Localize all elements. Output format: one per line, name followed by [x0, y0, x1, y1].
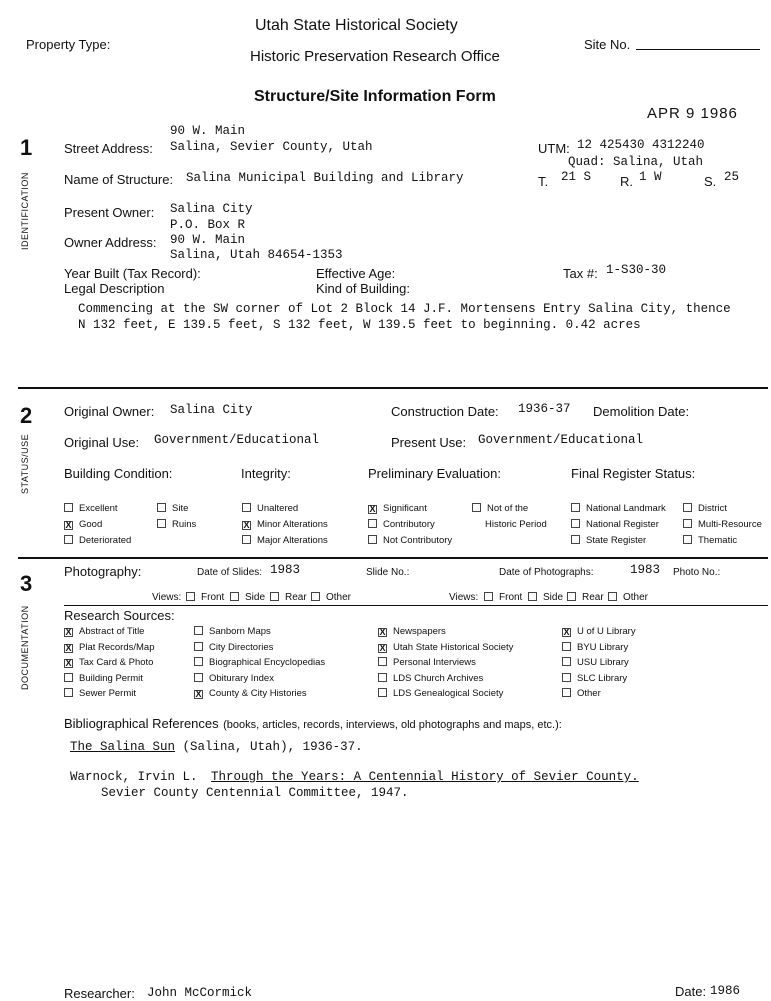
present-use-value: Government/Educational — [478, 433, 644, 447]
checkbox-state-register[interactable] — [571, 535, 580, 544]
checkbox-lds-church[interactable] — [378, 673, 387, 682]
option-minor-alterations[interactable]: X Minor Alterations — [243, 519, 328, 530]
reference-2 — [70, 770, 639, 784]
checkbox-slide-rear[interactable] — [270, 592, 279, 601]
checkbox-excellent[interactable] — [64, 503, 73, 512]
checkbox-significant-checked[interactable]: X — [369, 504, 376, 514]
source-newspapers[interactable]: X Newspapers — [379, 626, 446, 637]
slide-no-label: Slide No.: — [366, 567, 410, 578]
photo-views-label: Views: — [449, 592, 479, 603]
source-sanborn-maps[interactable]: Sanborn Maps — [194, 626, 271, 637]
property-type-label: Property Type: — [26, 37, 111, 52]
reference-1 — [70, 740, 363, 754]
tax-number-value: 1-S30-30 — [606, 263, 667, 277]
source-lds-genealogical[interactable]: LDS Genealogical Society — [378, 688, 503, 699]
checkbox-good-checked[interactable]: X — [65, 520, 72, 530]
checkbox-photo-other[interactable] — [608, 592, 617, 601]
township-label: T. — [538, 174, 549, 189]
option-not-of-the[interactable]: Not of the — [472, 503, 528, 514]
slide-view-side[interactable]: Side — [230, 592, 265, 603]
checkbox-contributory[interactable] — [368, 519, 377, 528]
source-slc-library[interactable]: SLC Library — [562, 673, 627, 684]
slide-view-front[interactable]: Front — [186, 592, 224, 603]
source-biographical[interactable]: Biographical Encyclopedias — [194, 657, 325, 668]
original-use-label: Original Use: — [64, 435, 140, 450]
checkbox-usu[interactable] — [562, 657, 571, 666]
checkbox-tax-card-checked[interactable]: X — [65, 658, 72, 668]
option-thematic[interactable]: Thematic — [683, 535, 737, 546]
option-district[interactable]: District — [683, 503, 727, 514]
source-building-permit[interactable]: Building Permit — [64, 673, 143, 684]
checkbox-plat-checked[interactable]: X — [65, 643, 72, 653]
owner-address-line-2: Salina, Utah 84654-1353 — [170, 248, 343, 262]
slide-view-rear[interactable]: Rear — [270, 592, 307, 603]
reference-1-details: (Salina, Utah), 1936-37. — [182, 740, 363, 754]
checkbox-ruins[interactable] — [157, 519, 166, 528]
original-use-value: Government/Educational — [154, 433, 320, 447]
checkbox-not-of-historic-period[interactable] — [472, 503, 481, 512]
present-owner-label: Present Owner: — [64, 205, 155, 220]
office-name: Historic Preservation Research Office — [250, 48, 500, 65]
checkbox-slide-other[interactable] — [311, 592, 320, 601]
checkbox-abstract-checked[interactable]: X — [65, 627, 72, 637]
source-obituary-index[interactable]: Obiturary Index — [194, 673, 274, 684]
owner-address-line-1: 90 W. Main — [170, 233, 246, 247]
section-2-label: STATUS/USE — [20, 433, 30, 494]
source-sewer-permit[interactable]: Sewer Permit — [64, 688, 136, 699]
reference-1-title: The Salina Sun — [70, 740, 176, 754]
street-line-2: Salina, Sevier County, Utah — [170, 140, 373, 154]
building-condition-label: Building Condition: — [64, 466, 173, 481]
checkbox-byu[interactable] — [562, 642, 571, 651]
checkbox-interviews[interactable] — [378, 657, 387, 666]
checkbox-slide-front[interactable] — [186, 592, 195, 601]
structure-name-label: Name of Structure: — [64, 172, 174, 187]
utm-value: 12 425430 4312240 — [577, 138, 705, 152]
option-national-register[interactable]: National Register — [571, 519, 659, 530]
footer-date-value: 1986 — [710, 984, 741, 998]
present-owner-line-2: P.O. Box R — [170, 218, 246, 232]
section-3-label: DOCUMENTATION — [20, 605, 30, 690]
photography-label: Photography: — [64, 564, 142, 579]
option-good[interactable]: X Good — [65, 519, 103, 530]
research-sources-label: Research Sources: — [64, 608, 175, 623]
option-major-alterations[interactable]: Major Alterations — [242, 535, 328, 546]
range-value: 1 W — [639, 170, 662, 184]
photo-view-front[interactable]: Front — [484, 592, 522, 603]
photo-view-side[interactable]: Side — [528, 592, 563, 603]
checkbox-thematic[interactable] — [683, 535, 692, 544]
option-contributory[interactable]: Contributory — [368, 519, 435, 530]
checkbox-site[interactable] — [157, 503, 166, 512]
option-ruins[interactable]: Ruins — [157, 519, 196, 530]
site-no-label: Site No. — [584, 37, 631, 52]
section-2-divider — [18, 557, 768, 559]
source-tax-card[interactable]: X Tax Card & Photo — [65, 657, 154, 668]
option-national-landmark[interactable]: National Landmark — [571, 503, 666, 514]
reference-2-publisher: Sevier County Centennial Committee, 1947. — [101, 786, 409, 800]
legal-description-line-1: Commencing at the SW corner of Lot 2 Block 14 J.F. Mortensens Entry Salina City, thence — [78, 302, 731, 316]
source-personal-interviews[interactable]: Personal Interviews — [378, 657, 476, 668]
checkbox-biographical[interactable] — [194, 657, 203, 666]
researcher-label: Researcher: — [64, 986, 135, 1001]
footer-date-label: Date: — [675, 984, 707, 999]
checkbox-minor-alterations-checked[interactable]: X — [243, 520, 250, 530]
photo-no-label: Photo No.: — [673, 567, 721, 578]
reference-2-author: Warnock, Irvin L. — [70, 770, 198, 784]
final-register-status-label: Final Register Status: — [571, 466, 696, 481]
photo-view-other[interactable]: Other — [608, 592, 648, 603]
tax-number-label: Tax #: — [563, 266, 598, 281]
township-value: 21 S — [561, 170, 592, 184]
checkbox-national-landmark[interactable] — [571, 503, 580, 512]
kind-of-building-label: Kind of Building: — [316, 281, 410, 296]
source-usu-library[interactable]: USU Library — [562, 657, 629, 668]
checkbox-not-contributory[interactable] — [368, 535, 377, 544]
street-line-1: 90 W. Main — [170, 124, 246, 138]
option-unaltered[interactable]: Unaltered — [242, 503, 298, 514]
option-site[interactable]: Site — [157, 503, 188, 514]
option-state-register[interactable]: State Register — [571, 535, 646, 546]
reference-2-title: Through the Years: A Centennial History of Sevier County. — [211, 770, 639, 784]
checkbox-multi-resource[interactable] — [683, 519, 692, 528]
checkbox-obituary[interactable] — [194, 673, 203, 682]
site-no-line — [636, 49, 760, 50]
present-use-label: Present Use: — [391, 435, 467, 450]
checkbox-newspapers-checked[interactable]: X — [379, 627, 386, 637]
option-significant[interactable]: X Significant — [369, 503, 427, 514]
option-not-contributory[interactable]: Not Contributory — [368, 535, 452, 546]
street-address-label: Street Address: — [64, 141, 153, 156]
received-stamp: APR 9 1986 — [647, 105, 738, 122]
construction-date-value: 1936-37 — [518, 402, 571, 416]
preliminary-evaluation-label: Preliminary Evaluation: — [368, 466, 501, 481]
integrity-label: Integrity: — [241, 466, 291, 481]
source-plat-records[interactable]: X Plat Records/Map — [65, 642, 155, 653]
date-of-photographs-label: Date of Photographs: — [499, 567, 594, 578]
option-excellent[interactable]: Excellent — [64, 503, 118, 514]
bibliographical-references-heading — [64, 715, 562, 733]
checkbox-national-register[interactable] — [571, 519, 580, 528]
option-deteriorated[interactable]: Deteriorated — [64, 535, 131, 546]
original-owner-value: Salina City — [170, 403, 253, 417]
section-1-divider — [18, 387, 768, 389]
date-of-photographs-value: 1983 — [630, 563, 661, 577]
slide-view-other[interactable]: Other — [311, 592, 351, 603]
date-of-slides-label: Date of Slides: — [197, 567, 263, 578]
option-multi-resource[interactable]: Multi-Resource — [683, 519, 762, 530]
biblio-label: Bibliographical References — [64, 716, 219, 731]
checkbox-lds-genealogical[interactable] — [378, 688, 387, 697]
section-label: S. — [704, 174, 717, 189]
checkbox-photo-front[interactable] — [484, 592, 493, 601]
checkbox-district[interactable] — [683, 503, 692, 512]
original-owner-label: Original Owner: — [64, 404, 155, 419]
legal-description-line-2: N 132 feet, E 139.5 feet, S 132 feet, W 139.5 feet to beginning. 0.42 acres — [78, 318, 641, 332]
source-county-city-histories[interactable]: X County & City Histories — [195, 688, 307, 699]
option-historic-period-label: Historic Period — [485, 519, 547, 530]
biblio-hint: (books, articles, records, interviews, old photographs and maps, etc.): — [223, 719, 562, 731]
checkbox-photo-rear[interactable] — [567, 592, 576, 601]
section-1-number: 1 — [20, 135, 33, 160]
checkbox-building-permit[interactable] — [64, 673, 73, 682]
checkbox-city-directories[interactable] — [194, 642, 203, 651]
range-label: R. — [620, 174, 633, 189]
checkbox-unaltered[interactable] — [242, 503, 251, 512]
source-other[interactable]: Other — [562, 688, 601, 699]
section-2-number: 2 — [20, 403, 33, 428]
present-owner-line-1: Salina City — [170, 202, 253, 216]
photography-divider — [64, 605, 768, 606]
demolition-date-label: Demolition Date: — [593, 404, 690, 419]
construction-date-label: Construction Date: — [391, 404, 499, 419]
checkbox-slc[interactable] — [562, 673, 571, 682]
checkbox-sanborn[interactable] — [194, 626, 203, 635]
date-of-slides-value: 1983 — [270, 563, 301, 577]
section-3-number: 3 — [20, 571, 33, 596]
checkbox-slide-side[interactable] — [230, 592, 239, 601]
checkbox-source-other[interactable] — [562, 688, 571, 697]
utm-label: UTM: — [538, 141, 570, 156]
source-city-directories[interactable]: City Directories — [194, 642, 273, 653]
checkbox-deteriorated[interactable] — [64, 535, 73, 544]
checkbox-photo-side[interactable] — [528, 592, 537, 601]
source-ushs[interactable]: X Utah State Historical Society — [379, 642, 514, 653]
photo-view-rear[interactable]: Rear — [567, 592, 604, 603]
structure-name-value: Salina Municipal Building and Library — [186, 171, 464, 185]
slide-views-label: Views: — [152, 592, 182, 603]
legal-description-label: Legal Description — [64, 281, 165, 296]
owner-address-label: Owner Address: — [64, 235, 157, 250]
checkbox-major-alterations[interactable] — [242, 535, 251, 544]
source-u-of-u-library[interactable]: X U of U Library — [563, 626, 636, 637]
source-lds-church-archives[interactable]: LDS Church Archives — [378, 673, 483, 684]
checkbox-sewer-permit[interactable] — [64, 688, 73, 697]
source-abstract-of-title[interactable]: X Abstract of Title — [65, 626, 145, 637]
checkbox-county-histories-checked[interactable]: X — [195, 689, 202, 699]
form-title: Structure/Site Information Form — [254, 88, 496, 105]
researcher-value: John McCormick — [147, 986, 253, 1000]
quad-value: Quad: Salina, Utah — [568, 155, 704, 169]
year-built-label: Year Built (Tax Record): — [64, 266, 201, 281]
section-value: 25 — [724, 170, 740, 184]
checkbox-u-of-u-checked[interactable]: X — [563, 627, 570, 637]
org-name: Utah State Historical Society — [255, 17, 458, 34]
source-byu-library[interactable]: BYU Library — [562, 642, 628, 653]
section-1-label: IDENTIFICATION — [20, 172, 30, 250]
checkbox-ushs-checked[interactable]: X — [379, 643, 386, 653]
effective-age-label: Effective Age: — [316, 266, 396, 281]
